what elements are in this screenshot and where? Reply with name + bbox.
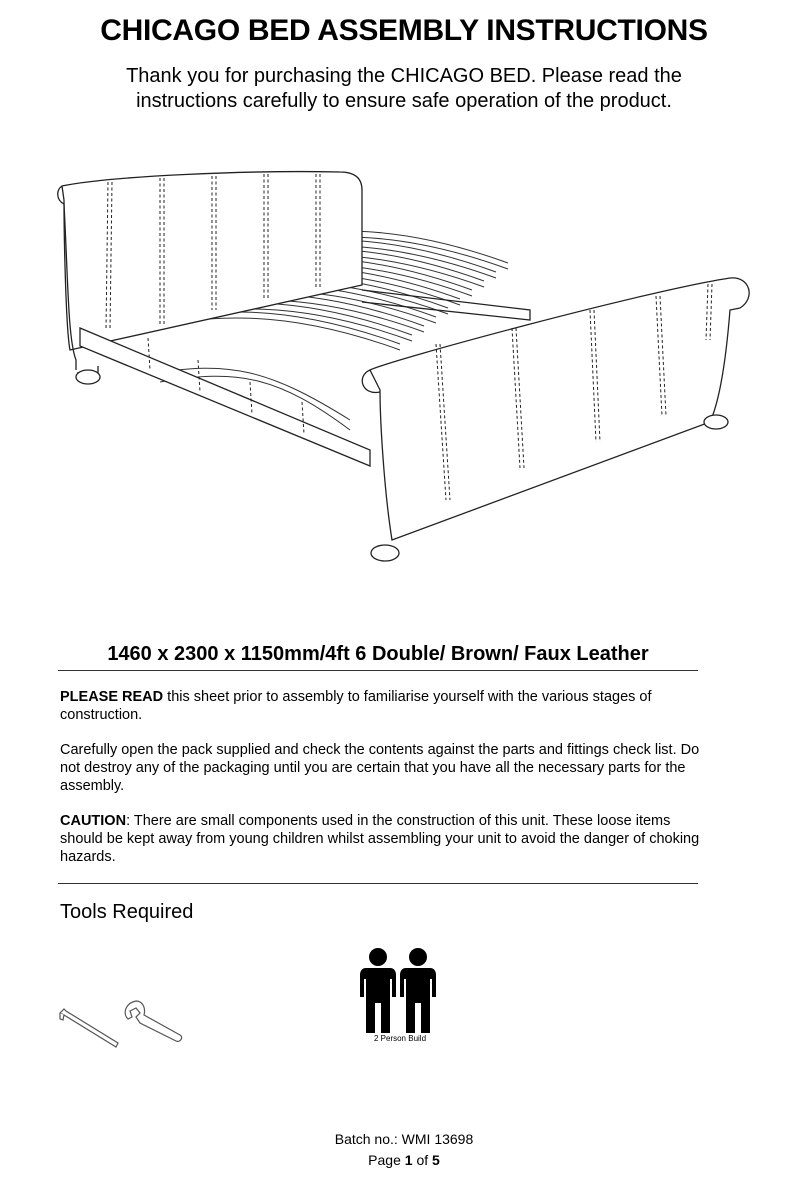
please-read-text: this sheet prior to assembly to familiarise yourself with the various stages of construction. <box>60 689 652 723</box>
person-icon-right <box>400 948 436 1033</box>
tools-illustration <box>50 995 190 1055</box>
divider-bottom <box>58 883 698 884</box>
open-pack-paragraph: Carefully open the pack supplied and check the contents against the parts and fittings check list. Do not destroy any of the packaging until you are certain that you have all the necessary parts for the assembly. <box>60 742 700 794</box>
two-person-build-label: 2 Person Build <box>373 1034 427 1043</box>
spanner-icon <box>125 1001 181 1041</box>
two-person-icon <box>356 945 444 1033</box>
bed-illustration <box>50 160 770 570</box>
allen-key-icon <box>60 1009 118 1047</box>
please-read-paragraph <box>60 688 700 724</box>
page-total: 5 <box>432 1152 440 1168</box>
divider-top <box>58 670 698 671</box>
batch-number: Batch no.: WMI 13698 <box>334 1131 474 1147</box>
caution-paragraph <box>60 812 700 866</box>
person-icon-left <box>360 948 396 1033</box>
page-number <box>0 1152 808 1168</box>
page-current: 1 <box>404 1152 413 1168</box>
product-spec: 1460 x 2300 x 1150mm/4ft 6 Double/ Brown/ Faux Leather <box>107 643 649 665</box>
page-of: of <box>412 1152 433 1168</box>
page-prefix: Page <box>368 1152 405 1168</box>
caution-text: : There are small components used in the construction of this unit. These loose items should be kept away from young children whilst assembling your unit to avoid the danger of choking hazards. <box>60 813 700 865</box>
intro-text <box>40 64 768 114</box>
footboard <box>362 278 749 561</box>
intro-line-1: Thank you for purchasing the CHICAGO BED. Please read the <box>126 65 682 87</box>
please-read-label: PLEASE READ <box>60 689 164 705</box>
intro-line-2: instructions carefully to ensure safe operation of the product. <box>136 90 672 112</box>
tools-heading: Tools Required <box>60 901 194 923</box>
document-title: CHICAGO BED ASSEMBLY INSTRUCTIONS <box>100 14 708 47</box>
caution-label: CAUTION <box>60 813 127 829</box>
